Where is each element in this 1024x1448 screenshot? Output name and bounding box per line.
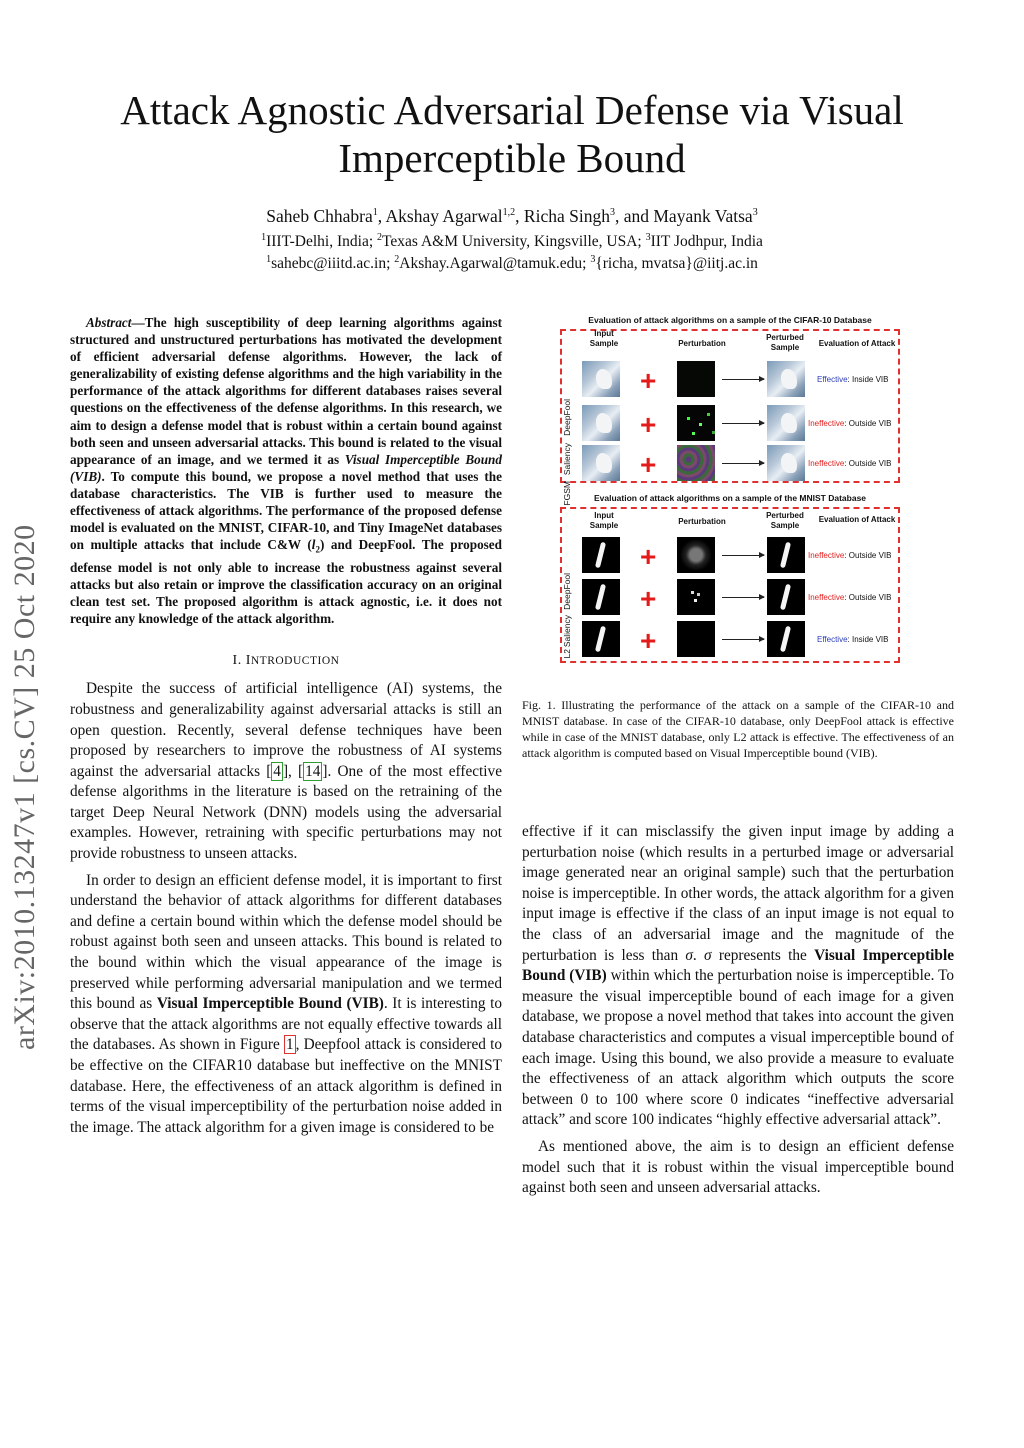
header-perturbation: Perturbation xyxy=(678,339,726,348)
evaluation-result: Ineffective: Outside VIB xyxy=(808,419,892,428)
perturbation-image xyxy=(677,361,715,397)
evaluation-result: Ineffective: Outside VIB xyxy=(808,551,892,560)
paper-title: Attack Agnostic Adversarial Defense via Visual Imperceptible Bound xyxy=(120,87,904,181)
plus-sign: + xyxy=(640,583,657,614)
arrow xyxy=(722,379,764,380)
section-heading-introduction: I. INTRODUCTION xyxy=(232,653,340,669)
input-image xyxy=(582,405,620,441)
arrow xyxy=(722,555,764,556)
right-column xyxy=(522,822,954,1199)
intro-paragraph-4: As mentioned above, the aim is to design an efficient defense model such that it is robust within the visual imperceptible bound against both seen and unseen adversarial attacks. xyxy=(522,1137,954,1197)
figure-1 xyxy=(560,315,900,673)
perturbed-image xyxy=(767,621,805,657)
evaluation-result: Ineffective: Outside VIB xyxy=(808,459,892,468)
evaluation-result: Effective: Inside VIB xyxy=(817,635,889,644)
mnist-panel: Input Sample Perturbation Perturbed Sample Evaluation of Attack DeepFool Saliency L2 + Ineffective: Outside VIB + Ineffective: Outside VIB + Effective: Inside VIB xyxy=(560,507,900,663)
arxiv-id-text: arXiv:2010.13247v1 [cs.CV] 25 Oct 2020 xyxy=(8,524,41,1050)
intro-paragraph-3: effective if it can misclassify the given input image by adding a perturbation noise (which results in a perturbed image or adversarial image generated near an original sample) such that the perturbation noise is imperceptible. In other words, the attack algorithm for a given input image is effective if the class of an input image is not equal to the class of an adversarial image and the magnitude of the perturbation is less than σ. σ represents the Visual Imperceptible Bound (VIB) within which the perturbation noise is imperceptible. To measure the visual imperceptible bound of each image for a given database, we propose a novel method that takes into account the given database characteristics and computes a visual imperceptible bound of each image. Using this bound, we also provide a measure to evaluate the effectiveness of an attack algorithm which outputs the score between 0 to 100 where score 0 indicates “ineffective adversarial attack” and score 100 indicates “highly effective adversarial attack”. xyxy=(522,823,955,1129)
arrow xyxy=(722,597,764,598)
cifar-panel: Input Sample Perturbation Perturbed Sample Evaluation of Attack DeepFool Saliency FGSM + Effective: Inside VIB + Ineffective: Outside VIB + Ineffective: Outside VIB xyxy=(560,329,900,483)
citation-link[interactable]: 14 xyxy=(305,762,321,780)
plus-sign: + xyxy=(640,409,657,440)
input-image xyxy=(582,579,620,615)
perturbed-image xyxy=(767,445,805,481)
perturbation-image xyxy=(677,621,715,657)
header-input-sample: Input Sample xyxy=(589,329,619,348)
perturbation-image xyxy=(677,445,715,481)
header-evaluation: Evaluation of Attack xyxy=(818,515,896,524)
header-perturbation: Perturbation xyxy=(678,517,726,526)
input-image xyxy=(582,361,620,397)
evaluation-result: Effective: Inside VIB xyxy=(817,375,889,384)
left-column xyxy=(70,314,502,1138)
plus-sign: + xyxy=(640,625,657,656)
header-perturbed-sample: Perturbed Sample xyxy=(766,511,804,530)
plus-sign: + xyxy=(640,365,657,396)
plus-sign: + xyxy=(640,541,657,572)
intro-paragraph-2: In order to design an efficient defense model, it is important to first understand the behavior of attack algorithms for different databases and define a certain bound within which the defense model should be robust against both seen and unseen attacks. This bound is related to the bound within which the visual appearance of the image is preserved while performing adversarial manipulation and we termed this bound as Visual Imperceptible Bound (VIB). It is interesting to observe that the attack algorithms are not equally effective towards all the databases. As shown in Figure 1 , Deepfool attack is considered to be effective on the CIFAR10 database but ineffective on the MNIST database. Here, the effectiveness of an attack algorithm is defined in terms of the visual imperceptibility of the perturbation noise added in the image. The attack algorithm for a given image is considered to be xyxy=(70,871,503,1136)
arrow xyxy=(722,639,764,640)
intro-paragraph-1: Despite the success of artificial intelligence (AI) systems, the robustness and generalizability against adversarial attacks is still an open question. Recently, several defense techniques have been proposed by researchers to improve the robustness of AI systems against the adversarial attacks [ 4 ], [ 14 ]. One of the most effective defense algorithms in the literature is based on the retraining of the target Deep Neural Network (DNN) models using the adversarial examples. However, retraining with specific perturbations may not provide robustness to unseen attacks. xyxy=(70,680,502,863)
arrow xyxy=(722,423,764,424)
author-list: Saheb Chhabra$^1$, Akshay Agarwal$^{1,2}$, Richa Singh$^3$, and Mayank Vatsa$^3$ xyxy=(266,206,758,226)
plus-sign: + xyxy=(640,449,657,480)
header-perturbed-sample: Perturbed Sample xyxy=(766,333,804,352)
perturbation-image xyxy=(677,579,715,615)
emails: $^1$sahebc@iiitd.ac.in; $^2$Akshay.Agarwal@tamuk.edu; $^3${richa, mvatsa}@iitj.ac.in xyxy=(266,253,758,272)
cifar-panel-title: Evaluation of attack algorithms on a sample of the CIFAR-10 Database xyxy=(588,315,872,325)
perturbation-image xyxy=(677,537,715,573)
header-input-sample: Input Sample xyxy=(589,511,619,530)
header-evaluation: Evaluation of Attack xyxy=(818,339,896,348)
input-image xyxy=(582,537,620,573)
figure-caption: Fig. 1. Illustrating the performance of the attack on a sample of the CIFAR-10 and MNIST database. In case of the CIFAR-10 database, only DeepFool attack is effective while in case of the MNIST database, only L2 attack is effective. The effectiveness of an attack algorithm is computed based on Visual Imperceptible bound (VIB). xyxy=(522,698,954,760)
perturbed-image xyxy=(767,537,805,573)
figure-link[interactable]: 1 xyxy=(285,1036,294,1054)
arrow xyxy=(722,463,764,464)
affiliations: $^1$IIIT-Delhi, India; $^2$Texas A&M University, Kingsville, USA; $^3$IIT Jodhpur, India xyxy=(261,231,763,250)
citation-link[interactable]: 4 xyxy=(273,762,281,780)
input-image xyxy=(582,445,620,481)
evaluation-result: Ineffective: Outside VIB xyxy=(808,593,892,602)
perturbed-image xyxy=(767,579,805,615)
abstract: Abstract—The high susceptibility of deep learning algorithms against structured and unstructured perturbations has motivated the development of efficient adversarial defense algorithms. However, the lack of generalizability of existing defense algorithms and the high variability in the performance of the attack algorithms for different databases raises several questions on the effectiveness of the defense algorithms. In this research, we aim to design a defense model that is robust within a certain bound against both seen and unseen adversarial attacks. This bound is related to the visual appearance of an image, and we termed it as Visual Imperceptible Bound (VIB). To compute this bound, we propose a novel method that uses the database characteristics. The VIB is further used to measure the effectiveness of attack algorithms. The performance of the proposed defense model is evaluated on the MNIST, CIFAR-10, and Tiny ImageNet databases on multiple attacks that include C&W $(l_2)$ and DeepFool. The proposed defense model is not only able to increase the robustness against several attacks but also retain or improve the classification accuracy on an original clean test set. The proposed algorithm is attack agnostic, i.e. it does not require any knowledge of the attack algorithm. xyxy=(70,315,502,627)
input-image xyxy=(582,621,620,657)
perturbed-image xyxy=(767,405,805,441)
perturbed-image xyxy=(767,361,805,397)
mnist-panel-title: Evaluation of attack algorithms on a sample of the MNIST Database xyxy=(593,493,867,503)
perturbation-image xyxy=(677,405,715,441)
